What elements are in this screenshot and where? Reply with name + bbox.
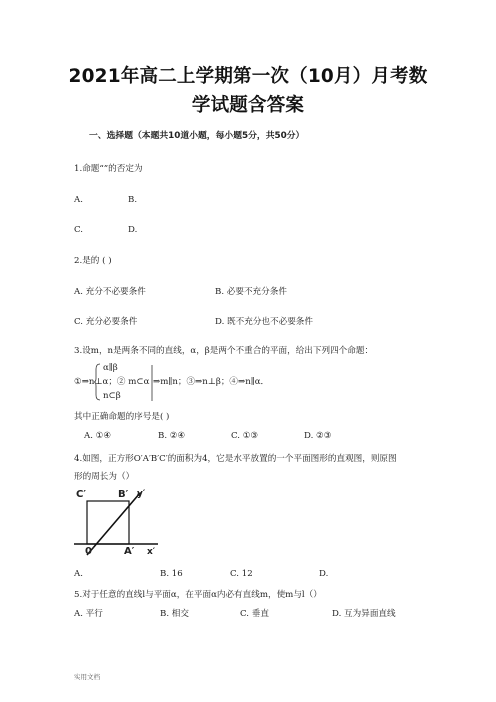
q3-statements-right: ⇒m∥n；③⇒n⊥β；④⇒n∥α．: [153, 377, 270, 387]
label-o: 0′: [85, 546, 95, 557]
q3-statements-left: ①⇒n⊥α；② m⊂α: [74, 377, 150, 387]
q3-condition-bottom: n⊂β: [103, 391, 121, 401]
label-y: y′: [137, 489, 146, 499]
label-c: C′: [76, 489, 86, 500]
title-line-2: 学试题含答案: [191, 95, 305, 116]
q3-option-a: A. ①④: [84, 431, 112, 441]
brace-symbol: [94, 363, 101, 401]
bracket-line: [150, 364, 154, 402]
label-x: x′: [147, 547, 156, 557]
q1-option-b: B.: [128, 195, 138, 205]
q5-option-c: C. 垂直: [240, 609, 269, 619]
q5-option-d: D. 互为异面直线: [332, 609, 396, 619]
q3-option-c: C. ①③: [231, 431, 259, 441]
square-figure: [74, 489, 166, 557]
q2-stem: 2.是的 ( ): [74, 256, 112, 266]
section-heading: 一、选择题（本题共10道小题，每小题5分，共50分）: [89, 131, 305, 141]
footer-text: 实用文档: [74, 673, 100, 681]
q1-option-a: A.: [74, 195, 83, 205]
q4-option-b: B. 16: [160, 569, 183, 579]
q4-stem-line-2: 形的周长为（）: [74, 472, 135, 482]
q4-option-d: D.: [319, 569, 329, 579]
q4-stem-line-1: 4.如图，正方形O′A′B′C′的面积为4，它是水平放置的一个平面图形的直观图，则原图: [74, 454, 397, 464]
q4-option-a: A.: [74, 569, 83, 579]
label-b: B′: [118, 489, 129, 500]
q3-condition-top: α∥β: [103, 363, 118, 373]
q2-option-d: D. 既不充分也不必要条件: [215, 317, 313, 327]
q1-option-c: C.: [74, 225, 84, 235]
q2-option-c: C. 充分必要条件: [74, 317, 138, 327]
q1-option-d: D.: [128, 225, 138, 235]
q3-question: 其中正确命题的序号是( ): [74, 412, 170, 422]
q5-option-b: B. 相交: [160, 609, 189, 619]
q3-stem: 3.设m，n是两条不同的直线，α，β是两个不重合的平面，给出下列四个命题：: [74, 346, 374, 356]
q1-stem: 1.命题“”的否定为: [74, 164, 143, 174]
q3-option-d: D. ②③: [304, 431, 332, 441]
title-line-1: 2021年高二上学期第一次（10月）月考数: [68, 66, 428, 87]
q3-option-b: B. ②④: [158, 431, 186, 441]
label-a: A′: [124, 546, 135, 557]
q4-option-c: C. 12: [230, 569, 253, 579]
q5-option-a: A. 平行: [74, 609, 103, 619]
q2-option-b: B. 必要不充分条件: [215, 287, 287, 297]
q2-option-a: A. 充分不必要条件: [74, 287, 146, 297]
q5-stem: 5.对于任意的直线l与平面α，在平面α内必有直线m，使m与l（）: [74, 590, 322, 600]
